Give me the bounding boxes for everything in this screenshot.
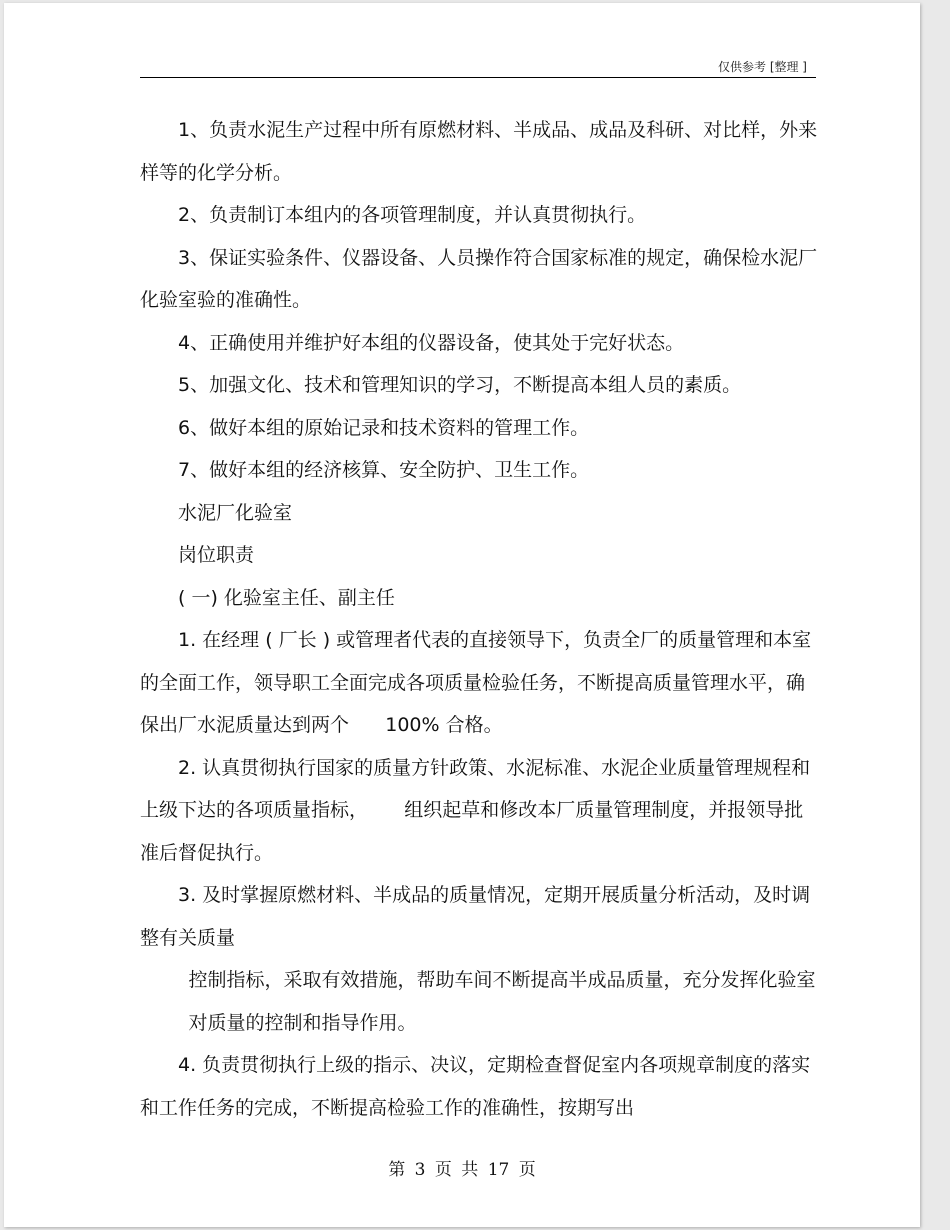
section-duties-title: 岗位职责 bbox=[178, 544, 255, 566]
header-note: 仅供参考 [整理 ] bbox=[718, 60, 807, 74]
paragraph-duty-6: 6、做好本组的原始记录和技术资料的管理工作。 bbox=[178, 416, 590, 439]
paragraph-director-1: 1. 在经理 ( 厂长 ) 或管理者代表的直接领导下，负责全厂的质量管理和本室的全面工作，领导职工全面完成各项质量检验任务，不断提高质量管理水平，确保出厂水泥质量达到两个 100% 合格。 bbox=[140, 629, 812, 736]
paragraph-duty-1: 1、负责水泥生产过程中所有原燃材料、半成品、成品及科研、对比样，外来样等的化学分析。 bbox=[140, 119, 818, 184]
paragraph-director-3: 3. 及时掌握原燃材料、半成品的质量情况，定期开展质量分析活动，及时调整有关质量 bbox=[140, 884, 811, 949]
subsection-director-title: ( 一) 化验室主任、副主任 bbox=[178, 586, 395, 609]
document-body bbox=[140, 109, 820, 1129]
paragraph-director-4: 4. 负责贯彻执行上级的指示、决议，定期检查督促室内各项规章制度的落实和工作任务的完成，不断提高检验工作的准确性，按期写出 bbox=[140, 1054, 811, 1119]
paragraph-duty-7: 7、做好本组的经济核算、安全防护、卫生工作。 bbox=[178, 459, 590, 481]
paragraph-director-2: 2. 认真贯彻执行国家的质量方针政策、水泥标准、水泥企业质量管理规程和上级下达的各项质量指标， 组织起草和修改本厂质量管理制度，并报领导批准后督促执行。 bbox=[140, 756, 811, 864]
paragraph-duty-2: 2、负责制订本组内的各项管理制度，并认真贯彻执行。 bbox=[178, 204, 647, 226]
document-page bbox=[4, 3, 920, 1227]
paragraph-duty-4: 4、正确使用并维护好本组的仪器设备，使其处于完好状态。 bbox=[178, 331, 685, 354]
paragraph-director-3-continued: 控制指标，采取有效措施，帮助车间不断提高半成品质量，充分发挥化验室对质量的控制和指导作用。 bbox=[188, 969, 816, 1034]
header-rule bbox=[140, 77, 816, 78]
page-number-footer: 第 3 页 共 17 页 bbox=[388, 1160, 536, 1180]
paragraph-duty-5: 5、加强文化、技术和管理知识的学习，不断提高本组人员的素质。 bbox=[178, 374, 742, 396]
section-lab-title: 水泥厂化验室 bbox=[178, 501, 293, 524]
paragraph-duty-3: 3、保证实验条件、仪器设备、人员操作符合国家标准的规定，确保检水泥厂化验室验的准确性。 bbox=[140, 246, 818, 311]
